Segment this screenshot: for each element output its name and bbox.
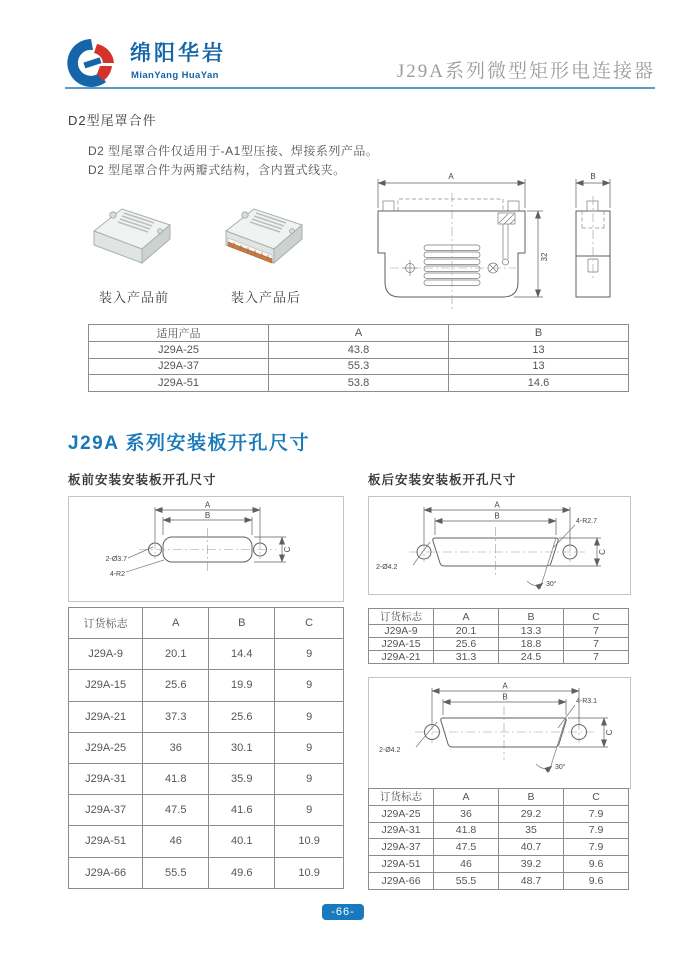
- rear-cutout-drawing2: [369, 678, 630, 788]
- d2-description-line1: D2 型尾罩合件仅适用于-A1型压接、焊接系列产品。: [88, 144, 379, 158]
- table-cell: 55.5: [143, 857, 209, 888]
- table-cell: J29A-51: [89, 375, 269, 392]
- column-header: B: [209, 608, 275, 639]
- table-cell: 35: [499, 822, 564, 839]
- table-cell: 9: [275, 763, 344, 794]
- table-cell: J29A-25: [89, 342, 269, 359]
- table-row: [69, 826, 344, 857]
- front-panel-table: [68, 607, 344, 889]
- table-cell: 47.5: [143, 795, 209, 826]
- table-cell: J29A-25: [369, 805, 434, 822]
- table-cell: J29A-51: [69, 826, 143, 857]
- header-divider: [65, 87, 655, 89]
- rear-panel-table1: [368, 608, 629, 664]
- radius-callout: 4-R3.1: [576, 698, 598, 705]
- table-cell: 29.2: [499, 805, 564, 822]
- column-header: C: [275, 608, 344, 639]
- table-cell: 25.6: [209, 701, 275, 732]
- table-cell: 55.5: [434, 872, 499, 889]
- d2-technical-drawing: [368, 168, 660, 323]
- dim-label-c: C: [605, 729, 614, 736]
- table-cell: 9: [275, 701, 344, 732]
- table-header-row: [69, 608, 344, 639]
- angle-callout: 30°: [555, 764, 566, 771]
- column-header: A: [143, 608, 209, 639]
- table-cell: 13.3: [499, 625, 564, 638]
- table-row: [89, 375, 629, 392]
- table-cell: J29A-15: [369, 638, 434, 651]
- table-cell: J29A-31: [69, 763, 143, 794]
- column-header: B: [499, 609, 564, 625]
- table-cell: J29A-66: [369, 872, 434, 889]
- table-cell: 40.7: [499, 839, 564, 856]
- front-cutout-drawing: [69, 497, 343, 601]
- dim-label-c: C: [598, 549, 607, 555]
- column-header: C: [564, 609, 629, 625]
- table-row: [69, 670, 344, 701]
- dim-label-b: B: [590, 172, 596, 181]
- column-header: B: [499, 789, 564, 806]
- backshell-before-illustration: [90, 200, 176, 276]
- table-row: [369, 872, 629, 889]
- table-cell: 41.8: [143, 763, 209, 794]
- d2-table-container: [88, 324, 629, 392]
- table-row: [369, 651, 629, 664]
- table-row: [69, 701, 344, 732]
- table-cell: 35.9: [209, 763, 275, 794]
- table-row: [89, 342, 629, 359]
- table-header-row: [89, 325, 629, 342]
- column-header: 订货标志: [369, 609, 434, 625]
- table-cell: 24.5: [499, 651, 564, 664]
- caption-before: 装入产品前: [98, 290, 169, 305]
- table-cell: 46: [143, 826, 209, 857]
- table-cell: J29A-37: [69, 795, 143, 826]
- company-logo: [66, 36, 120, 90]
- table-cell: 13: [449, 342, 629, 359]
- d2-description: [88, 142, 378, 180]
- table-cell: 41.6: [209, 795, 275, 826]
- dim-label-b: B: [502, 692, 508, 702]
- table-cell: 9: [275, 639, 344, 670]
- table-cell: 14.6: [449, 375, 629, 392]
- table-cell: 37.3: [143, 701, 209, 732]
- table-cell: J29A-66: [69, 857, 143, 888]
- table-row: [369, 839, 629, 856]
- table-cell: J29A-31: [369, 822, 434, 839]
- table-cell: 36: [143, 732, 209, 763]
- table-cell: 53.8: [269, 375, 449, 392]
- angle-callout: 30°: [546, 581, 557, 588]
- rear-panel-table2: [368, 788, 629, 890]
- table-cell: 14.4: [209, 639, 275, 670]
- table-cell: 10.9: [275, 857, 344, 888]
- table-cell: 40.1: [209, 826, 275, 857]
- table-cell: 43.8: [269, 342, 449, 359]
- table-cell: 9: [275, 795, 344, 826]
- dim-label-32: 32: [540, 252, 549, 262]
- rear-cutout-drawing1-box: [368, 496, 631, 595]
- table-cell: 18.8: [499, 638, 564, 651]
- dim-label-b: B: [494, 511, 500, 521]
- table-cell: 25.6: [143, 670, 209, 701]
- table-cell: J29A-25: [69, 732, 143, 763]
- d2-products-table: [88, 324, 629, 392]
- backshell-after-illustration: [222, 200, 308, 276]
- column-header: B: [449, 325, 629, 342]
- dim-label-c: C: [283, 546, 292, 553]
- table-row: [369, 805, 629, 822]
- table-row: [89, 358, 629, 375]
- table-cell: J29A-9: [69, 639, 143, 670]
- rear-cutout-drawing2-box: [368, 677, 631, 789]
- front-panel-subtitle: 板前安装安装板开孔尺寸: [68, 473, 217, 487]
- table-cell: 48.7: [499, 872, 564, 889]
- table-cell: J29A-9: [369, 625, 434, 638]
- dim-label-a: A: [494, 500, 500, 510]
- product-image-before: [90, 200, 176, 281]
- radius-callout: 4-R2: [109, 571, 125, 578]
- table-cell: 19.9: [209, 670, 275, 701]
- table-cell: 7.9: [564, 805, 629, 822]
- table-cell: J29A-21: [369, 651, 434, 664]
- front-cutout-drawing-box: [68, 496, 344, 602]
- footer: [0, 902, 686, 920]
- radius-callout: 4-R2.7: [576, 518, 598, 525]
- column-header: 适用产品: [89, 325, 269, 342]
- rear-cutout-drawing1: [369, 497, 630, 594]
- dim-label-b: B: [204, 511, 211, 520]
- table-row: [369, 625, 629, 638]
- table-cell: 30.1: [209, 732, 275, 763]
- product-image-after: [222, 200, 308, 281]
- table-cell: 7.9: [564, 822, 629, 839]
- table-cell: 39.2: [499, 856, 564, 873]
- table-cell: J29A-21: [69, 701, 143, 732]
- table-cell: 9.6: [564, 872, 629, 889]
- hole-callout: 2-Ø4.2: [376, 564, 398, 571]
- table-cell: J29A-37: [89, 358, 269, 375]
- table-row: [69, 795, 344, 826]
- table-cell: 9: [275, 732, 344, 763]
- dim-label-a: A: [502, 681, 508, 691]
- table-row: [369, 638, 629, 651]
- table-cell: 9.6: [564, 856, 629, 873]
- company-name-en: MianYang HuaYan: [131, 70, 219, 81]
- table-cell: 36: [434, 805, 499, 822]
- table-cell: 7: [564, 625, 629, 638]
- dim-label-a: A: [448, 172, 454, 181]
- table-cell: J29A-37: [369, 839, 434, 856]
- rear-panel-subtitle: 板后安装安装板开孔尺寸: [368, 473, 517, 487]
- table-cell: 7: [564, 638, 629, 651]
- table-cell: 20.1: [434, 625, 499, 638]
- table-cell: 20.1: [143, 639, 209, 670]
- table-cell: 7: [564, 651, 629, 664]
- table-cell: 9: [275, 670, 344, 701]
- table-cell: J29A-15: [69, 670, 143, 701]
- table-cell: 46: [434, 856, 499, 873]
- table-header-row: [369, 609, 629, 625]
- table-cell: 55.3: [269, 358, 449, 375]
- column-header: C: [564, 789, 629, 806]
- table-cell: 25.6: [434, 638, 499, 651]
- column-header: A: [269, 325, 449, 342]
- table-row: [69, 639, 344, 670]
- d2-section-heading: D2型尾罩合件: [68, 113, 157, 128]
- table-row: [69, 732, 344, 763]
- table-cell: 10.9: [275, 826, 344, 857]
- table-row: [369, 822, 629, 839]
- table-cell: 49.6: [209, 857, 275, 888]
- table-cell: 7.9: [564, 839, 629, 856]
- column-header: 订货标志: [69, 608, 143, 639]
- document-title: J29A系列微型矩形电连接器: [396, 61, 655, 82]
- company-logo-icon: [66, 36, 120, 90]
- front-table-container: [68, 607, 344, 889]
- dim-label-a: A: [204, 500, 211, 510]
- caption-after: 装入产品后: [230, 290, 301, 305]
- table-header-row: [369, 789, 629, 806]
- table-row: [369, 856, 629, 873]
- table-cell: 13: [449, 358, 629, 375]
- table-cell: 41.8: [434, 822, 499, 839]
- table-row: [69, 857, 344, 888]
- table-cell: J29A-51: [369, 856, 434, 873]
- rear-table2-container: [368, 788, 629, 890]
- column-header: A: [434, 789, 499, 806]
- table-cell: 47.5: [434, 839, 499, 856]
- column-header: A: [434, 609, 499, 625]
- hole-callout: 2-Ø4.2: [379, 747, 401, 754]
- page-number-badge: -66-: [322, 904, 364, 920]
- mounting-section-heading: J29A 系列安装板开孔尺寸: [68, 433, 310, 454]
- d2-description-line2: D2 型尾罩合件为两瓣式结构，含内置式线夹。: [88, 163, 346, 177]
- column-header: 订货标志: [369, 789, 434, 806]
- rear-table1-container: [368, 608, 629, 664]
- company-name-cn: 绵阳华岩: [130, 42, 226, 65]
- table-row: [69, 763, 344, 794]
- hole-callout: 2-Ø3.7: [105, 556, 127, 563]
- table-cell: 31.3: [434, 651, 499, 664]
